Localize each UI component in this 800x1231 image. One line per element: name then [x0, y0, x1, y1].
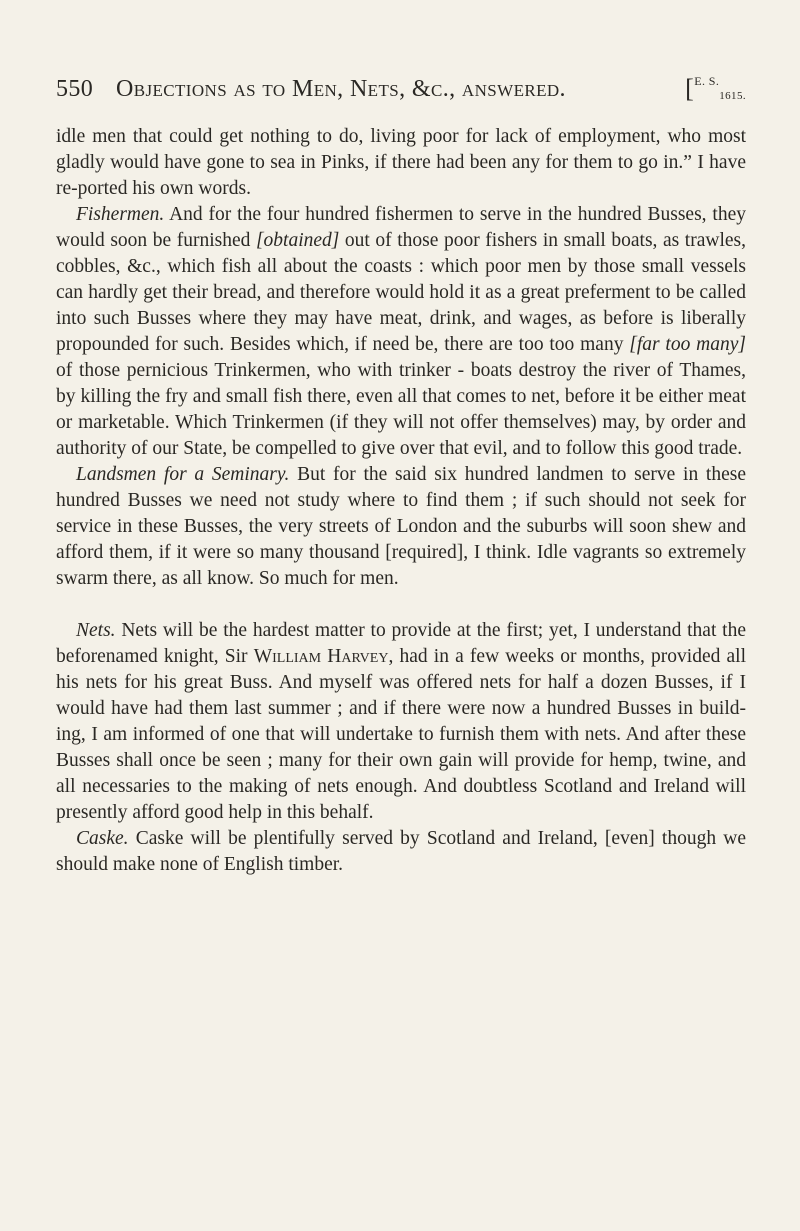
- side-heading: Landsmen for a Seminary.: [76, 464, 290, 485]
- side-heading: Caske.: [76, 828, 129, 849]
- margin-date-bracket: [$^{E. S.}_{1615.}$: [685, 74, 746, 103]
- editorial-insertion: [obtained]: [255, 230, 340, 251]
- side-heading: Nets.: [76, 620, 116, 641]
- page-number: 550: [56, 76, 94, 102]
- paragraph: Fishermen. And for the four hundred fishermen to serve in the hundred Busses, they would soon be furnished [obtained] out of those poor fishers in small boats, as trawles, cobbles, &c., which fish all about the coasts : which poor men by those small vessels can hardly get their bread, and therefore would hold it as a great preferment to be called into such Busses where they may have meat, drink, and wages, as before is liberally propounded for such. Besides which, if need be, there are too too many [far too many] of those pernicious Trinkermen, who with trinker - boats destroy the river of Thames, by killing the fry and small fish there, even all that comes to net, before it be either meat or marketable. Which Trinkermen (if they will not offer themselves) may, by order and authority of our State, be compelled to give over that evil, and to follow this good trade.: [56, 204, 746, 459]
- paragraph: Landsmen for a Seminary. But for the said six hundred landmen to serve in these hundred Busses we need not study where to find them ; if such should not seek for service in these Busses, the very streets of London and the suburbs will soon shew and afford them, if it were so many thousand [required], I think. Idle vagrants so extremely swarm there, as all know. So much for men.: [56, 464, 747, 589]
- author-initials: E. S.: [694, 74, 720, 88]
- editorial-insertion: [far too many]: [629, 334, 746, 355]
- book-page: [56, 76, 746, 878]
- running-head: [56, 76, 746, 108]
- person-name: William Harvey: [253, 646, 389, 667]
- body-text: [56, 124, 746, 878]
- paragraph: Caske. Caske will be plentifully served by Scotland and Ireland, [even] though we should make none of English timber.: [56, 828, 746, 875]
- side-heading: Fishermen.: [76, 204, 165, 225]
- paragraph: Nets. Nets will be the hardest matter to provide at the first; yet, I understand that the beforenamed knight, Sir William Harvey, had in a few weeks or months, provided all his nets for his great Buss. And myself was offered nets for half a dozen Busses, if I would have had them last summer ; and if there were now a hundred Busses in build-ing, I am informed of one that will undertake to furnish them with nets. And after these Busses shall once be seen ; many for their own gain will provide for hemp, twine, and all necessaries to the making of nets enough. And doubtless Scotland and Ireland will presently afford good help in this behalf.: [56, 620, 747, 823]
- paragraph: idle men that could get nothing to do, living poor for lack of employment, who most gladly would have gone to sea in Pinks, if there had been any for them to go in.” I have re-ported his own words.: [56, 126, 746, 199]
- year: 1615.: [719, 90, 746, 102]
- running-title: Objections as to Men, Nets, &c., answered.: [116, 76, 566, 102]
